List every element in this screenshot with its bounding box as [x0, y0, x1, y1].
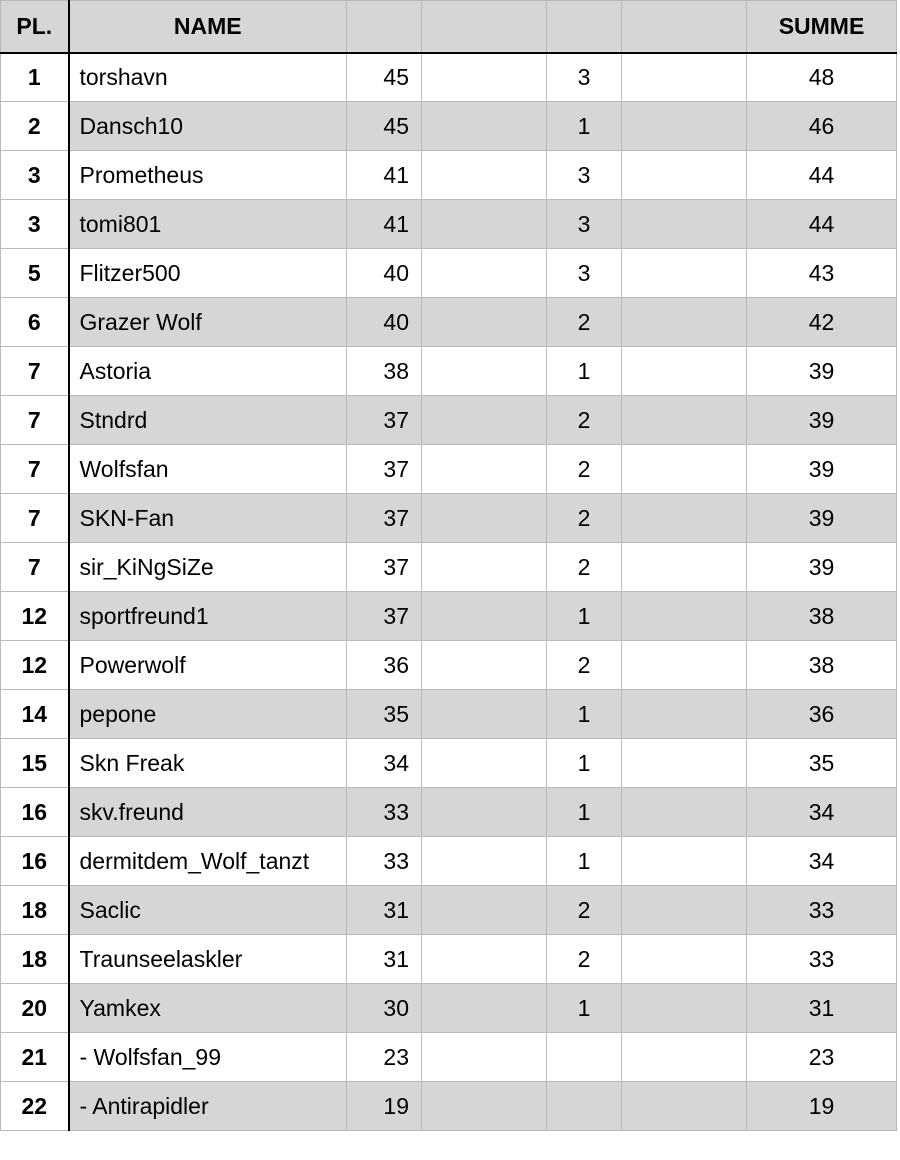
empty-cell	[422, 200, 547, 249]
empty-cell	[422, 690, 547, 739]
sum-cell: 31	[747, 984, 897, 1033]
table-row	[1, 1033, 897, 1082]
name-cell: - Antirapidler	[69, 1082, 347, 1131]
points-cell: 33	[347, 837, 422, 886]
place-cell: 7	[1, 396, 69, 445]
name-cell: pepone	[69, 690, 347, 739]
table-row	[1, 347, 897, 396]
empty-cell	[622, 1082, 747, 1131]
name-cell: torshavn	[69, 53, 347, 102]
empty-cell	[422, 53, 547, 102]
table-row	[1, 739, 897, 788]
bonus-cell: 2	[547, 494, 622, 543]
bonus-cell: 2	[547, 396, 622, 445]
points-cell: 45	[347, 53, 422, 102]
bonus-cell: 3	[547, 249, 622, 298]
points-cell: 37	[347, 543, 422, 592]
place-cell: 18	[1, 935, 69, 984]
name-cell: sir_KiNgSiZe	[69, 543, 347, 592]
empty-cell	[422, 739, 547, 788]
empty-cell	[622, 788, 747, 837]
header-col6	[622, 1, 747, 53]
name-cell: skv.freund	[69, 788, 347, 837]
points-cell: 41	[347, 200, 422, 249]
place-cell: 22	[1, 1082, 69, 1131]
table-row	[1, 249, 897, 298]
header-col4	[422, 1, 547, 53]
empty-cell	[422, 543, 547, 592]
points-cell: 40	[347, 298, 422, 347]
header-col3	[347, 1, 422, 53]
empty-cell	[622, 200, 747, 249]
name-cell: Prometheus	[69, 151, 347, 200]
empty-cell	[622, 347, 747, 396]
empty-cell	[622, 298, 747, 347]
sum-cell: 39	[747, 396, 897, 445]
table-body	[1, 53, 897, 1131]
table-row	[1, 788, 897, 837]
points-cell: 35	[347, 690, 422, 739]
sum-cell: 39	[747, 494, 897, 543]
name-cell: tomi801	[69, 200, 347, 249]
points-cell: 34	[347, 739, 422, 788]
points-cell: 37	[347, 396, 422, 445]
table-row	[1, 592, 897, 641]
bonus-cell: 3	[547, 151, 622, 200]
header-row	[1, 1, 897, 53]
points-cell: 38	[347, 347, 422, 396]
empty-cell	[622, 543, 747, 592]
place-cell: 2	[1, 102, 69, 151]
empty-cell	[422, 1082, 547, 1131]
bonus-cell: 3	[547, 200, 622, 249]
bonus-cell	[547, 1082, 622, 1131]
bonus-cell: 1	[547, 347, 622, 396]
name-cell: Wolfsfan	[69, 445, 347, 494]
table-row	[1, 837, 897, 886]
empty-cell	[622, 249, 747, 298]
empty-cell	[622, 102, 747, 151]
empty-cell	[622, 151, 747, 200]
empty-cell	[422, 347, 547, 396]
empty-cell	[622, 739, 747, 788]
points-cell: 33	[347, 788, 422, 837]
sum-cell: 44	[747, 200, 897, 249]
table-row	[1, 690, 897, 739]
table-row	[1, 935, 897, 984]
points-cell: 37	[347, 445, 422, 494]
table-row	[1, 494, 897, 543]
bonus-cell: 1	[547, 690, 622, 739]
empty-cell	[422, 984, 547, 1033]
table-row	[1, 445, 897, 494]
name-cell: SKN-Fan	[69, 494, 347, 543]
place-cell: 5	[1, 249, 69, 298]
table-row	[1, 102, 897, 151]
place-cell: 16	[1, 788, 69, 837]
bonus-cell	[547, 1033, 622, 1082]
points-cell: 37	[347, 494, 422, 543]
points-cell: 31	[347, 886, 422, 935]
points-cell: 40	[347, 249, 422, 298]
name-cell: sportfreund1	[69, 592, 347, 641]
place-cell: 18	[1, 886, 69, 935]
sum-cell: 44	[747, 151, 897, 200]
name-cell: Astoria	[69, 347, 347, 396]
points-cell: 31	[347, 935, 422, 984]
empty-cell	[422, 494, 547, 543]
name-cell: Traunseelaskler	[69, 935, 347, 984]
sum-cell: 39	[747, 543, 897, 592]
place-cell: 7	[1, 494, 69, 543]
bonus-cell: 1	[547, 102, 622, 151]
bonus-cell: 2	[547, 298, 622, 347]
empty-cell	[422, 298, 547, 347]
empty-cell	[622, 53, 747, 102]
empty-cell	[422, 445, 547, 494]
sum-cell: 46	[747, 102, 897, 151]
sum-cell: 33	[747, 935, 897, 984]
name-cell: Powerwolf	[69, 641, 347, 690]
sum-cell: 23	[747, 1033, 897, 1082]
place-cell: 7	[1, 543, 69, 592]
bonus-cell: 2	[547, 935, 622, 984]
bonus-cell: 3	[547, 53, 622, 102]
sum-cell: 42	[747, 298, 897, 347]
empty-cell	[422, 935, 547, 984]
points-cell: 30	[347, 984, 422, 1033]
name-cell: Saclic	[69, 886, 347, 935]
place-cell: 6	[1, 298, 69, 347]
name-cell: Yamkex	[69, 984, 347, 1033]
place-cell: 12	[1, 592, 69, 641]
bonus-cell: 1	[547, 592, 622, 641]
header-sum: SUMME	[747, 1, 897, 53]
sum-cell: 39	[747, 347, 897, 396]
empty-cell	[622, 592, 747, 641]
sum-cell: 43	[747, 249, 897, 298]
empty-cell	[622, 935, 747, 984]
table-row	[1, 886, 897, 935]
place-cell: 1	[1, 53, 69, 102]
name-cell: Stndrd	[69, 396, 347, 445]
table-row	[1, 984, 897, 1033]
place-cell: 21	[1, 1033, 69, 1082]
bonus-cell: 1	[547, 837, 622, 886]
table-row	[1, 641, 897, 690]
name-cell: Grazer Wolf	[69, 298, 347, 347]
sum-cell: 35	[747, 739, 897, 788]
points-cell: 41	[347, 151, 422, 200]
empty-cell	[622, 445, 747, 494]
place-cell: 7	[1, 445, 69, 494]
bonus-cell: 1	[547, 984, 622, 1033]
place-cell: 14	[1, 690, 69, 739]
empty-cell	[422, 788, 547, 837]
empty-cell	[622, 886, 747, 935]
empty-cell	[622, 690, 747, 739]
bonus-cell: 2	[547, 543, 622, 592]
bonus-cell: 2	[547, 641, 622, 690]
points-cell: 37	[347, 592, 422, 641]
name-cell: - Wolfsfan_99	[69, 1033, 347, 1082]
table-row	[1, 298, 897, 347]
name-cell: dermitdem_Wolf_tanzt	[69, 837, 347, 886]
sum-cell: 48	[747, 53, 897, 102]
place-cell: 7	[1, 347, 69, 396]
name-cell: Dansch10	[69, 102, 347, 151]
empty-cell	[422, 396, 547, 445]
empty-cell	[422, 641, 547, 690]
name-cell: Flitzer500	[69, 249, 347, 298]
empty-cell	[622, 396, 747, 445]
table-row	[1, 543, 897, 592]
empty-cell	[422, 1033, 547, 1082]
points-cell: 36	[347, 641, 422, 690]
empty-cell	[422, 151, 547, 200]
table-row	[1, 151, 897, 200]
place-cell: 3	[1, 151, 69, 200]
name-cell: Skn Freak	[69, 739, 347, 788]
points-cell: 19	[347, 1082, 422, 1131]
header-col5	[547, 1, 622, 53]
empty-cell	[622, 984, 747, 1033]
table-row	[1, 53, 897, 102]
bonus-cell: 1	[547, 788, 622, 837]
empty-cell	[622, 1033, 747, 1082]
table-row	[1, 1082, 897, 1131]
table-row	[1, 396, 897, 445]
place-cell: 15	[1, 739, 69, 788]
empty-cell	[422, 592, 547, 641]
bonus-cell: 2	[547, 445, 622, 494]
table-row	[1, 200, 897, 249]
bonus-cell: 1	[547, 739, 622, 788]
sum-cell: 38	[747, 592, 897, 641]
sum-cell: 19	[747, 1082, 897, 1131]
empty-cell	[622, 641, 747, 690]
empty-cell	[422, 249, 547, 298]
sum-cell: 33	[747, 886, 897, 935]
place-cell: 20	[1, 984, 69, 1033]
empty-cell	[622, 837, 747, 886]
empty-cell	[422, 102, 547, 151]
header-name: NAME	[69, 1, 347, 53]
sum-cell: 34	[747, 837, 897, 886]
sum-cell: 36	[747, 690, 897, 739]
points-cell: 45	[347, 102, 422, 151]
place-cell: 16	[1, 837, 69, 886]
empty-cell	[622, 494, 747, 543]
points-cell: 23	[347, 1033, 422, 1082]
bonus-cell: 2	[547, 886, 622, 935]
empty-cell	[422, 886, 547, 935]
sum-cell: 39	[747, 445, 897, 494]
sum-cell: 38	[747, 641, 897, 690]
empty-cell	[422, 837, 547, 886]
place-cell: 12	[1, 641, 69, 690]
place-cell: 3	[1, 200, 69, 249]
header-place: PL.	[1, 1, 69, 53]
sum-cell: 34	[747, 788, 897, 837]
